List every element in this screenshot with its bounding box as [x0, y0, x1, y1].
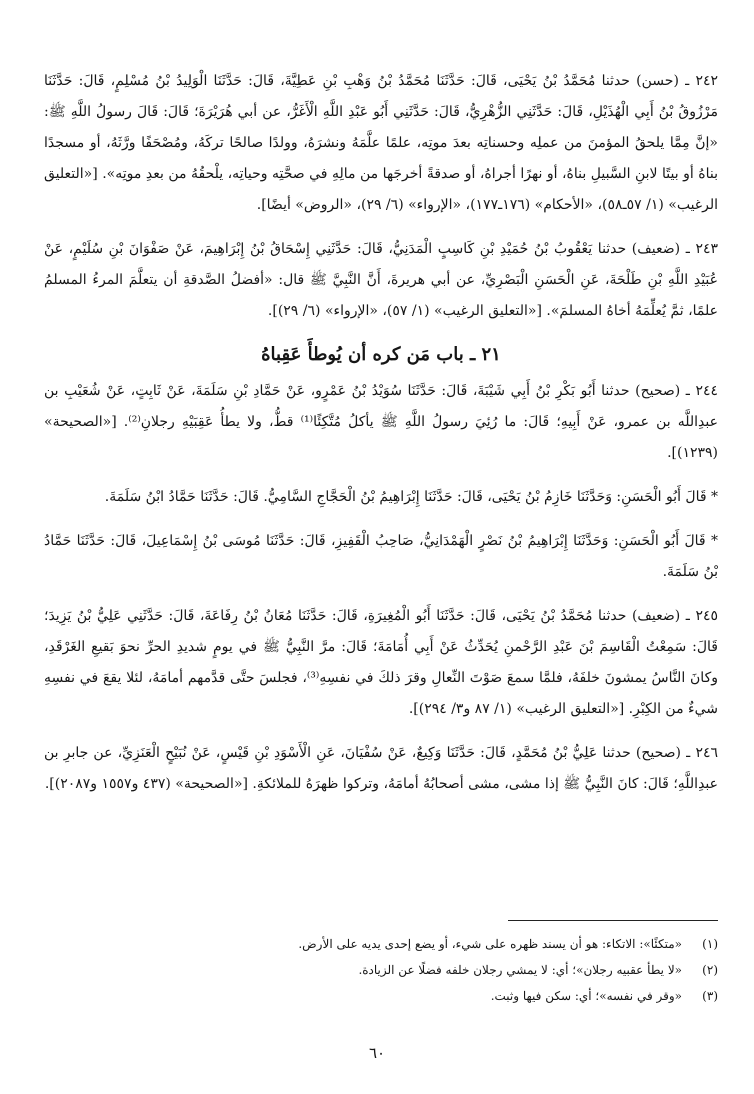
footnote-text: «وقر في نفسه»؛ أي: سكن فيها وثبت. [490, 989, 682, 1003]
hadith-245: ٢٤٥ ـ (ضعيف) حدثنا مُحَمَّدُ بْنُ يَحْيَى، قَالَ: حَدَّثَنَا أَبُو الْمُغِيرَةِ، قَالَ: حَدَّثَنَا مُعَانُ بْنُ رِفَاعَةَ، قَالَ: حَدَّثَنِي عَلِيُّ بْنُ يَزِيدَ؛ قَالَ: سَمِعْتُ الْقَاسِمَ بْنَ عَبْدِ الرَّحْمنِ يُحَدِّثُ عَنْ أَبِي أُمَامَةَ؛ قَالَ: مرَّ النَّبِيُّ ﷺ في يومٍ شديدِ الحرِّ نحوَ بَقيعِ الغَرْقَدِ، وكانَ النَّاسُ يمشونَ خلفَهُ، فلمَّا سمعَ صَوْتَ النِّعالِ وقرَ ذلكَ في نفسِهِ⁽³⁾، فجلسَ حتَّى قدَّمهم أمامَهُ، لئلا يقعَ في نفسِهِ شيءٌ من الكِبْرِ. [«التعليق الرغيب» (١/ ٨٧ و٣/ ٢٩٤)]. [44, 608, 718, 717]
footnote-number: (٣) [702, 989, 718, 1003]
chain-note-2: * قَالَ أَبُو الْحَسَنِ: وَحَدَّثَنَا إِبْرَاهِيمُ بْنُ نَصْرٍ الْهَمْدَانِيُّ، صَاحِبُ الْقَفِيزِ، قَالَ: حَدَّثَنَا مُوسَى بْنُ إِسْمَاعِيلَ، قَالَ: حَدَّثَنَا حَمَّادُ بْنُ سَلَمَةَ. [44, 533, 718, 580]
footnote-separator [508, 920, 718, 921]
chain-note-1: * قَالَ أَبُو الْحَسَنِ: وَحَدَّثَنَا خَازِمُ بْنُ يَحْيَى، قَالَ: حَدَّثَنَا إِبْرَاهِيمُ بْنُ الْحَجَّاجِ السَّامِيُّ. قَالَ: حَدَّثَنَا حَمَّادُ ابْنُ سَلَمَةَ. [104, 489, 718, 505]
footnotes [44, 931, 718, 1009]
hadith-242: ٢٤٢ ـ (حسن) حدثنا مُحَمَّدُ بْنُ يَحْيَى، قَالَ: حَدَّثَنَا مُحَمَّدُ بْنُ وَهْبِ بْنِ عَطِيَّةَ، قَالَ: حَدَّثَنَا الْوَلِيدُ بْنُ مُسْلِمٍ، قَالَ: حَدَّثَنَا مَرْزُوقُ بْنُ أَبِي الْهُذَيْلِ، قَالَ: حَدَّثَنِي الزُّهْرِيُّ، قَالَ: حَدَّثَنِي أَبُو عَبْدِ اللَّهِ الْأَغَرُّ، عن أبي هُرَيْرَةَ؛ قَالَ: قَالَ رسولُ اللَّهِ ﷺ: «إنَّ مِمَّا يلحقُ المؤمنَ من عملِه وحسناتِه بعدَ موتِه، علمًا علَّمَهُ ونشرَهُ، وولدًا صالحًا تركَهُ، ومُصْحَفًا ورَّثَهُ، أو مسجدًا بناهُ أو بيتًا لابنِ السَّبيلِ بناهُ، أو نهرًا أجراهُ، أو صدقةً أخرجَها من مالِهِ في صحَّتِه وحياتِه، يلْحقُهُ من بعدِ موتِه». [«التعليق الرغيب» (١/ ٥٧ـ٥٨)، «الأحكام» (١٧٦ـ١٧٧)، «الإرواء» (٦/ ٢٩)، «الروض» أيضًا]. [44, 73, 719, 213]
chapter-title: ٢١ ـ باب مَن كره أن يُوطأَ عَقِباهُ [261, 344, 501, 365]
footnote-1 [44, 931, 718, 957]
hadith-243: ٢٤٣ ـ (ضعيف) حدثنا يَعْقُوبُ بْنُ حُمَيْدِ بْنِ كَاسِبٍ الْمَدَنِيُّ، قَالَ: حَدَّثَنِي إِسْحَاقُ بْنُ إِبْرَاهِيمَ، عَنْ صَفْوَانَ بْنِ سُلَيْمٍ، عَنْ عُبَيْدِ اللَّهِ بْنِ طَلْحَةَ، عَنِ الْحَسَنِ الْبَصْرِيِّ، عن أبي هريرةَ، أَنَّ النَّبِيَّ ﷺ قال: «أفضلُ الصَّدقةِ أن يتعلَّمَ المرءُ المسلمُ علمًا، ثمَّ يُعلِّمَهُ أخاهُ المسلمَ». [«التعليق الرغيب» (١/ ٥٧)، «الإرواء» (٦/ ٢٩)]. [44, 241, 718, 319]
hadith-246: ٢٤٦ ـ (صحيح) حدثنا عَلِيُّ بْنُ مُحَمَّدٍ، قَالَ: حَدَّثَنَا وَكِيعٌ، عَنْ سُفْيَانَ، عَنِ الْأَسْوَدِ بْنِ قَيْسٍ، عَنْ نُبَيْحٍ الْعَنَزِيِّ، عن جابرِ بن عبدِاللَّهِ؛ قَالَ: كانَ النَّبِيُّ ﷺ إذا مشى، مشى أصحابُهُ أمامَهُ، وتركوا ظهرَهُ للملائكةِ. [«الصحيحة» (٤٣٧ و١٥٥٧ و٢٠٨٧)]. [44, 745, 718, 792]
hadith-244: ٢٤٤ ـ (صحيح) حدثنا أَبُو بَكْرِ بْنُ أَبِي شَيْبَةَ، قَالَ: حَدَّثَنَا سُوَيْدُ بْنُ عَمْرٍو، عَنْ حَمَّادِ بْنِ سَلَمَةَ، عَنْ ثَابِتٍ، عَنْ شُعَيْبِ بن عبدِاللَّه بن عمرو، عَنْ أَبِيهِ؛ قَالَ: ما رُئِيَ رسولُ اللَّهِ ﷺ يأكلُ مُتَّكِئًا⁽¹⁾ قطُّ، ولا يطأُ عَقِبَيْهِ رجلانِ⁽²⁾. [«الصحيحة» (١٢٣٩)]. [44, 383, 718, 461]
page-number: ٦٠ [368, 1044, 386, 1062]
footnote-number: (٢) [702, 963, 718, 977]
footnote-3 [44, 983, 718, 1009]
footnote-2 [44, 957, 718, 983]
footnote-number: (١) [702, 937, 718, 951]
footnote-text: «متكئًا»: الاتكاء: هو أن يسند ظهره على شيء، أو يضع إحدى يديه على الأرض. [298, 937, 682, 951]
footnote-text: «لا يطأ عقبيه رجلان»؛ أي: لا يمشي رجلان خلفه فضلًا عن الزيادة. [358, 963, 682, 977]
